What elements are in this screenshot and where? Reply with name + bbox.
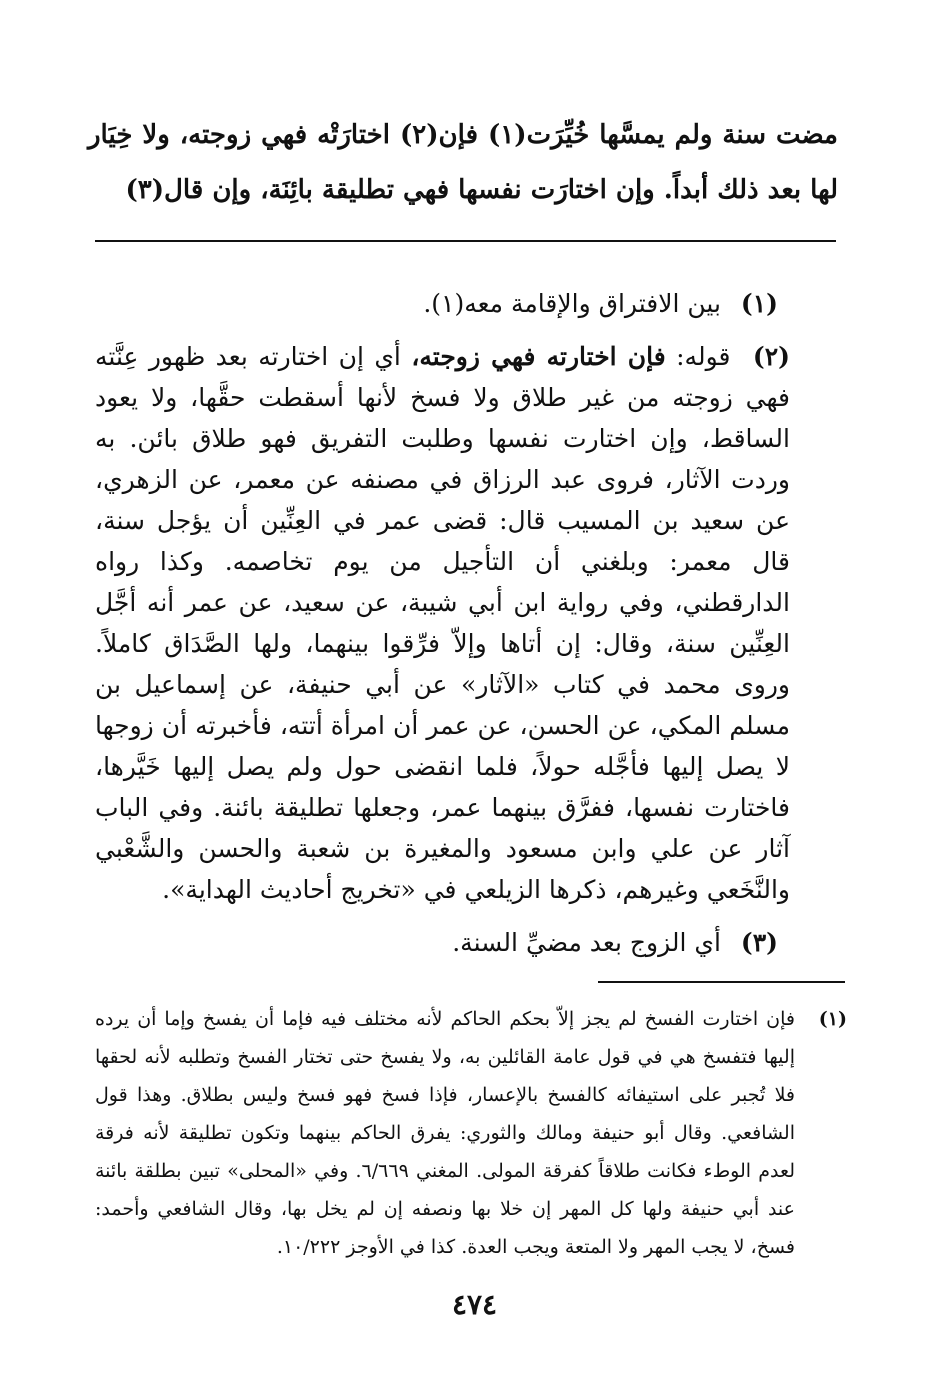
commentary-note-lead: قوله: [676,342,731,371]
footnote-number: (١) [818,1008,847,1030]
commentary-note-text: أي الزوج بعد مضيِّ السنة. [452,928,721,957]
page-number: ٤٧٤ [451,1288,498,1321]
commentary-note-3 [95,922,838,963]
commentary-note-2 [95,336,838,910]
main-text [88,108,838,218]
footnotes-section [95,1000,847,1266]
commentary-section [95,283,838,975]
commentary-note-number: (٣) [740,928,778,957]
commentary-note-quote: فإن اختارته فهي زوجته، [411,342,666,371]
footnote-item [95,1000,847,1266]
commentary-note-number: (١) [740,289,778,318]
main-text-line-1: مضت سنة ولم يمسَّها خُيِّرَت(١) فإن(٢) اختارَتْه فهي زوجته، ولا خِيَار [88,120,838,150]
commentary-note-number: (٢) [752,342,790,371]
commentary-note-text: أي إن اختارته بعد ظهور عِنَّته فهي زوجته من غير طلاق ولا فسخ لأنها أسقطت حقَّها، ولا يعود الساقط، وإن اختارت نفسها وطلبت التفريق فهو طلاق بائن. به وردت الآثار، فروى عبد الرزاق في مصنفه عن معمر، عن الزهري، عن سعيد بن المسيب قال: قضى عمر في العِنِّين أن يؤجل سنة، قال معمر: وبلغني أن التأجيل من يوم تخاصمه. وكذا رواه الدارقطني، وفي رواية ابن أبي شيبة، عن سعيد، عن عمر أنه أجَّل العِنِّين سنة، وقال: إن أتاها وإلاّ فرِّقوا بينهما، ولها الصَّدَاق كاملاً. وروى محمد في كتاب «الآثار» عن أبي حنيفة، عن إسماعيل بن مسلم المكي، عن الحسن، عن عمر أن امرأة أتته، فأخبرته أن زوجها لا يصل إليها فأجَّله حولاً، فلما انقضى حول ولم يصل إليها خَيَّرها، فاختارت نفسها، ففرَّق بينهما عمر، وجعلها تطليقة بائنة. وفي الباب آثار عن علي وابن مسعود والمغيرة بن شعبة والحسن والشَّعْبي والنَّخَعي وغيرهم، ذكرها الزيلعي في «تخريج أحاديث الهداية». [95,342,790,904]
main-text-divider [95,240,836,242]
main-text-line-2: لها بعد ذلك أبداً. وإن اختارَت نفسها فهي تطليقة بائِنَة، وإن قال(٣) [125,175,838,205]
footnote-text: فإن اختارت الفسخ لم يجز إلاّ بحكم الحاكم لأنه مختلف فيه فإما أن يفسخ وإما أن يرده إليها فتفسخ هي في قول عامة القائلين به، ولا يفسخ حتى تختار الفسخ وتطلبه لأنه لحقها فلا تُجبر على استيفائه كالفسخ بالإعسار، فإذا فسخ فهو فسخ وليس بطلاق. وهذا قول الشافعي. وقال أبو حنيفة ومالك والثوري: يفرق الحاكم بينهما وتكون تطليقة لأنه فرقة لعدم الوطء فكانت طلاقاً كفرقة المولى. المغني ٦/٦٦٩. وفي «المحلى» تبين بطلقة بائنة عند أبي حنيفة ولها كل المهر إن خلا بها ونصفه إن لم يخل بها، وقال الشافعي وأحمد: فسخ، لا يجب المهر ولا المتعة ويجب العدة. كذا في الأوجز ١٠/٢٢٢. [95,1008,795,1258]
footnote-divider [598,981,845,983]
commentary-note-1 [95,283,838,324]
commentary-note-text: بين الافتراق والإقامة معه(١). [423,289,721,318]
